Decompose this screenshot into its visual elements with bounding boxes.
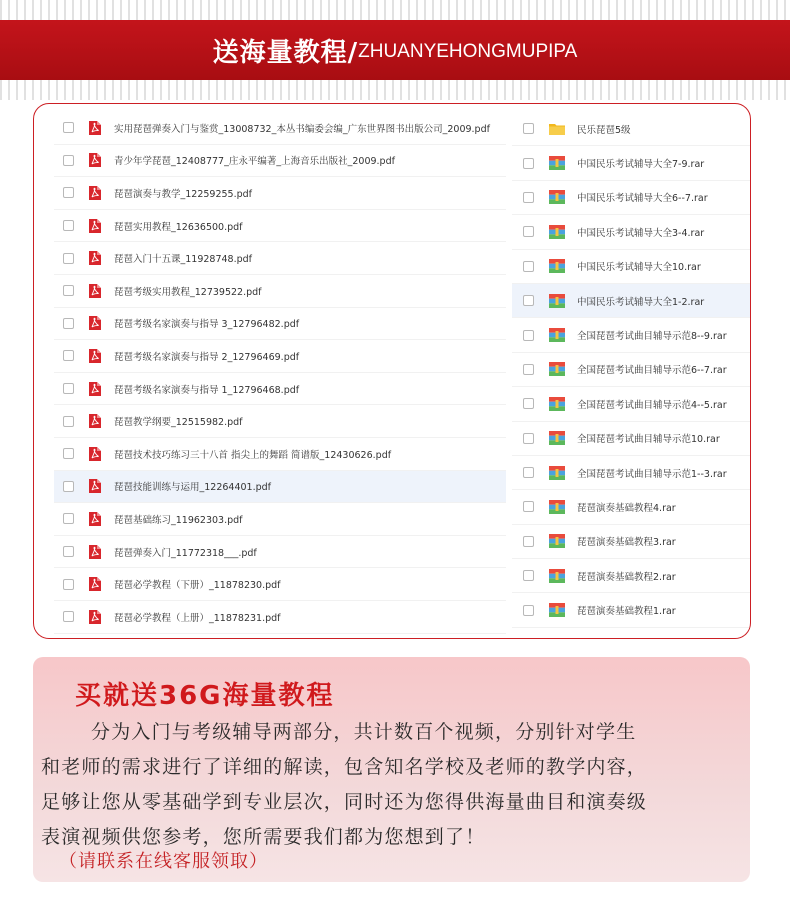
- pdf-icon: [88, 576, 102, 592]
- file-row[interactable]: [512, 146, 751, 180]
- promo-text-line: 分为入门与考级辅导两部分，共计数百个视频，分别针对学生: [91, 721, 637, 743]
- promo-text-line: 和老师的需求进行了详细的解读，包含知名学校及老师的教学内容，: [41, 756, 648, 778]
- file-name: 中国民乐考试辅导大全7-9.rar: [577, 159, 705, 171]
- file-list-left: [54, 112, 506, 634]
- file-checkbox[interactable]: [63, 187, 74, 198]
- file-row[interactable]: [512, 490, 751, 524]
- pdf-icon: [88, 250, 102, 266]
- rar-icon: [549, 294, 565, 308]
- file-name: 琵琶考级实用教程_12739522.pdf: [114, 286, 262, 298]
- file-checkbox[interactable]: [63, 481, 74, 492]
- file-row[interactable]: [54, 308, 506, 341]
- file-row[interactable]: [512, 215, 751, 249]
- file-checkbox[interactable]: [523, 192, 534, 203]
- file-name: 琵琶基础练习_11962303.pdf: [114, 514, 243, 526]
- file-row[interactable]: [54, 438, 506, 471]
- file-row[interactable]: [54, 471, 506, 504]
- banner-title: 送海量教程/: [212, 37, 359, 68]
- pdf-icon: [88, 609, 102, 625]
- file-name: 中国民乐考试辅导大全6--7.rar: [577, 193, 708, 205]
- rar-icon: [549, 225, 565, 239]
- rar-icon: [549, 259, 565, 273]
- file-checkbox[interactable]: [523, 295, 534, 306]
- promo-text-line: 足够让您从零基础学到专业层次，同时还为您得供海量曲目和演奏级: [41, 791, 648, 813]
- file-name: 实用琵琶弹奏入门与鉴赏_13008732_本丛书编委会编_广东世界图书出版公司_2009.pdf: [114, 123, 490, 135]
- file-checkbox[interactable]: [63, 253, 74, 264]
- file-checkbox[interactable]: [523, 398, 534, 409]
- file-checkbox[interactable]: [63, 122, 74, 133]
- pdf-icon: [88, 152, 102, 168]
- promo-text-line: 表演视频供您参考，您所需要我们都为您想到了！: [41, 826, 486, 848]
- pdf-icon: [88, 511, 102, 527]
- file-checkbox[interactable]: [63, 383, 74, 394]
- file-name: 琵琶演奏基础教程4.rar: [577, 502, 676, 514]
- file-name: 中国民乐考试辅导大全1-2.rar: [577, 296, 705, 308]
- pdf-icon: [88, 315, 102, 331]
- file-name: 琵琶技术技巧练习三十八首 指尖上的舞蹈 简谱版_12430626.pdf: [114, 449, 392, 461]
- rar-icon: [549, 328, 565, 342]
- file-name: 琵琶技能训练与运用_12264401.pdf: [114, 482, 272, 494]
- pdf-icon: [88, 381, 102, 397]
- banner-subtitle: ZHUANYEHONGMUPIPA: [358, 41, 578, 62]
- file-checkbox[interactable]: [63, 318, 74, 329]
- file-checkbox[interactable]: [63, 220, 74, 231]
- file-row[interactable]: [54, 568, 506, 601]
- file-row[interactable]: [512, 559, 751, 593]
- file-row[interactable]: [54, 405, 506, 438]
- file-checkbox[interactable]: [523, 605, 534, 616]
- file-row[interactable]: [54, 601, 506, 634]
- file-row[interactable]: [54, 177, 506, 210]
- file-row[interactable]: [512, 422, 751, 456]
- folder-icon: [549, 122, 565, 136]
- file-checkbox[interactable]: [63, 611, 74, 622]
- file-row[interactable]: [512, 112, 751, 146]
- file-name: 全国琵琶考试曲目辅导示范1--3.rar: [577, 468, 727, 480]
- rar-icon: [549, 156, 565, 170]
- file-checkbox[interactable]: [523, 570, 534, 581]
- file-checkbox[interactable]: [523, 330, 534, 341]
- file-checkbox[interactable]: [523, 123, 534, 134]
- file-checkbox[interactable]: [63, 416, 74, 427]
- file-name: 民乐琵琶5级: [577, 124, 631, 136]
- file-list-right: [512, 112, 751, 628]
- file-checkbox[interactable]: [63, 350, 74, 361]
- file-name: 琵琶必学教程（上册）_11878231.pdf: [114, 612, 281, 624]
- pdf-icon: [88, 348, 102, 364]
- pdf-icon: [88, 478, 102, 494]
- file-name: 琵琶弹奏入门_11772318___.pdf: [114, 547, 257, 559]
- file-list-panel: [33, 103, 751, 639]
- rar-icon: [549, 431, 565, 445]
- file-checkbox[interactable]: [63, 546, 74, 557]
- file-name: 琵琶考级名家演奏与指导 1_12796468.pdf: [114, 384, 300, 396]
- file-row[interactable]: [54, 275, 506, 308]
- file-checkbox[interactable]: [63, 285, 74, 296]
- file-checkbox[interactable]: [523, 364, 534, 375]
- rar-icon: [549, 362, 565, 376]
- rar-icon: [549, 466, 565, 480]
- file-name: 全国琵琶考试曲目辅导示范4--5.rar: [577, 399, 727, 411]
- file-name: 琵琶演奏基础教程2.rar: [577, 571, 676, 583]
- file-name: 全国琵琶考试曲目辅导示范10.rar: [577, 434, 720, 446]
- file-name: 青少年学琵琶_12408777_庄永平编著_上海音乐出版社_2009.pdf: [114, 156, 395, 168]
- pdf-icon: [88, 120, 102, 136]
- file-name: 琵琶演奏基础教程1.rar: [577, 606, 676, 618]
- file-name: 琵琶实用教程_12636500.pdf: [114, 221, 243, 233]
- file-name: 全国琵琶考试曲目辅导示范8--9.rar: [577, 331, 727, 343]
- file-row[interactable]: [512, 525, 751, 559]
- banner-top-pattern: [0, 0, 790, 20]
- pdf-icon: [88, 413, 102, 429]
- file-checkbox[interactable]: [523, 226, 534, 237]
- rar-icon: [549, 534, 565, 548]
- pdf-icon: [88, 544, 102, 560]
- file-name: 琵琶演奏基础教程3.rar: [577, 537, 676, 549]
- file-name: 琵琶必学教程（下册）_11878230.pdf: [114, 580, 281, 592]
- pdf-icon: [88, 283, 102, 299]
- file-row[interactable]: [512, 284, 751, 318]
- file-row[interactable]: [54, 340, 506, 373]
- file-checkbox[interactable]: [63, 448, 74, 459]
- file-name: 中国民乐考试辅导大全3-4.rar: [577, 227, 705, 239]
- file-row[interactable]: [512, 353, 751, 387]
- file-name: 中国民乐考试辅导大全10.rar: [577, 262, 701, 274]
- file-row[interactable]: [512, 387, 751, 421]
- file-row[interactable]: [54, 373, 506, 406]
- promo-note: （请联系在线客服领取）: [59, 851, 268, 872]
- file-checkbox[interactable]: [523, 158, 534, 169]
- rar-icon: [549, 397, 565, 411]
- file-checkbox[interactable]: [523, 433, 534, 444]
- file-row[interactable]: [54, 503, 506, 536]
- promo-title: 买就送36G海量教程: [75, 681, 335, 711]
- file-row[interactable]: [512, 318, 751, 352]
- promo-box: [33, 657, 750, 882]
- file-name: 琵琶教学纲要_12515982.pdf: [114, 417, 243, 429]
- file-checkbox[interactable]: [63, 513, 74, 524]
- pdf-icon: [88, 446, 102, 462]
- file-row[interactable]: [512, 593, 751, 627]
- file-row[interactable]: [54, 145, 506, 178]
- pdf-icon: [88, 218, 102, 234]
- header-banner: [0, 20, 790, 80]
- file-row[interactable]: [54, 242, 506, 275]
- file-checkbox[interactable]: [523, 467, 534, 478]
- pdf-icon: [88, 185, 102, 201]
- file-checkbox[interactable]: [63, 155, 74, 166]
- file-row[interactable]: [512, 250, 751, 284]
- file-checkbox[interactable]: [523, 501, 534, 512]
- file-name: 琵琶入门十五课_11928748.pdf: [114, 254, 253, 266]
- rar-icon: [549, 603, 565, 617]
- file-name: 琵琶考级名家演奏与指导 2_12796469.pdf: [114, 351, 300, 363]
- file-checkbox[interactable]: [63, 579, 74, 590]
- file-row[interactable]: [54, 536, 506, 569]
- file-row[interactable]: [54, 112, 506, 145]
- file-name: 琵琶考级名家演奏与指导 3_12796482.pdf: [114, 319, 300, 331]
- rar-icon: [549, 500, 565, 514]
- banner-bottom-pattern: [0, 80, 790, 100]
- file-name: 琵琶演奏与教学_12259255.pdf: [114, 188, 253, 200]
- file-checkbox[interactable]: [523, 261, 534, 272]
- file-name: 全国琵琶考试曲目辅导示范6--7.rar: [577, 365, 727, 377]
- file-checkbox[interactable]: [523, 536, 534, 547]
- file-row[interactable]: [512, 181, 751, 215]
- file-row[interactable]: [54, 210, 506, 243]
- rar-icon: [549, 190, 565, 204]
- rar-icon: [549, 569, 565, 583]
- file-row[interactable]: [512, 456, 751, 490]
